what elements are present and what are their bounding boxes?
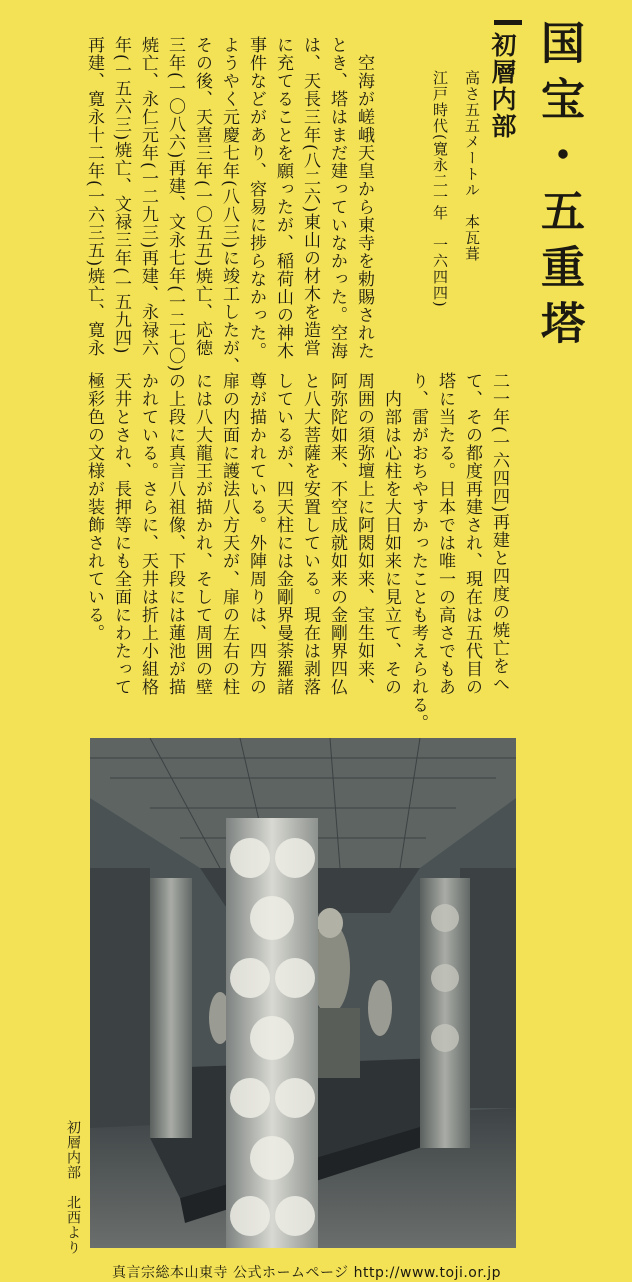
spec-height: 高さ五五メートル 本瓦葺 bbox=[463, 70, 481, 262]
history-paragraph: 空海が嵯峨天皇から東寺を勅賜された とき、塔はまだ建っていなかった。空海 は、天長三年(八二六)東山の材木を造営 に充てることを願ったが、稲荷山の神木 事件などがあり、容易に捗らなかった。 ようやく元慶七年(八八三)に竣工したが、 その後、天喜三年(一〇五五)焼亡、応徳 三年(一〇八六)再建、文永七年(一二七〇) 焼亡、永仁元年(一二九三)再建、永禄六 年(一五六三)焼亡、文禄三年(一五九四) 再建、寛永十二年(一六三五)焼亡、寛永 bbox=[84, 36, 374, 376]
photo-caption: 初層内部 北西より bbox=[65, 1120, 81, 1255]
specs-block bbox=[424, 70, 488, 308]
page-title: 国宝・五重塔 bbox=[533, 20, 584, 356]
pagoda-interior-photo bbox=[90, 738, 516, 1248]
footer-url-line: 真言宗総本山東寺 公式ホームページ http://www.toji.or.jp bbox=[112, 1265, 502, 1281]
spec-period: 江戸時代(寛永二一年 一六四四) bbox=[431, 70, 449, 308]
title-accent-bar bbox=[494, 20, 522, 25]
section-heading: 初層内部 bbox=[488, 32, 517, 140]
interior-paragraph: 二一年(一六四四)再建と四度の焼亡をへ て、その都度再建され、現在は五代目の 塔に当たる。日本では唯一の高さでもあ り、雷がおちやすかったことも考えられる。 内部は心柱を大日如来に見立て、その 周囲の須弥壇上に阿閦如来、宝生如来、 阿弥陀如来、不空成就如来の金剛界四仏 と八大菩薩を安置している。現在は剥落 しているが、四天柱には金剛界曼荼羅諸 尊が描かれている。外陣周りは、四方の 扉の内面に護法八方天が、扉の左右の柱 には八大龍王が描かれ、そして周囲の壁 の上段に真言八祖像、下段には蓮池が描 かれている。さらに、天井は折上小組格 天井とされ、長押等にも全面にわたって 極彩色の文様が装飾されている。 bbox=[84, 372, 509, 732]
